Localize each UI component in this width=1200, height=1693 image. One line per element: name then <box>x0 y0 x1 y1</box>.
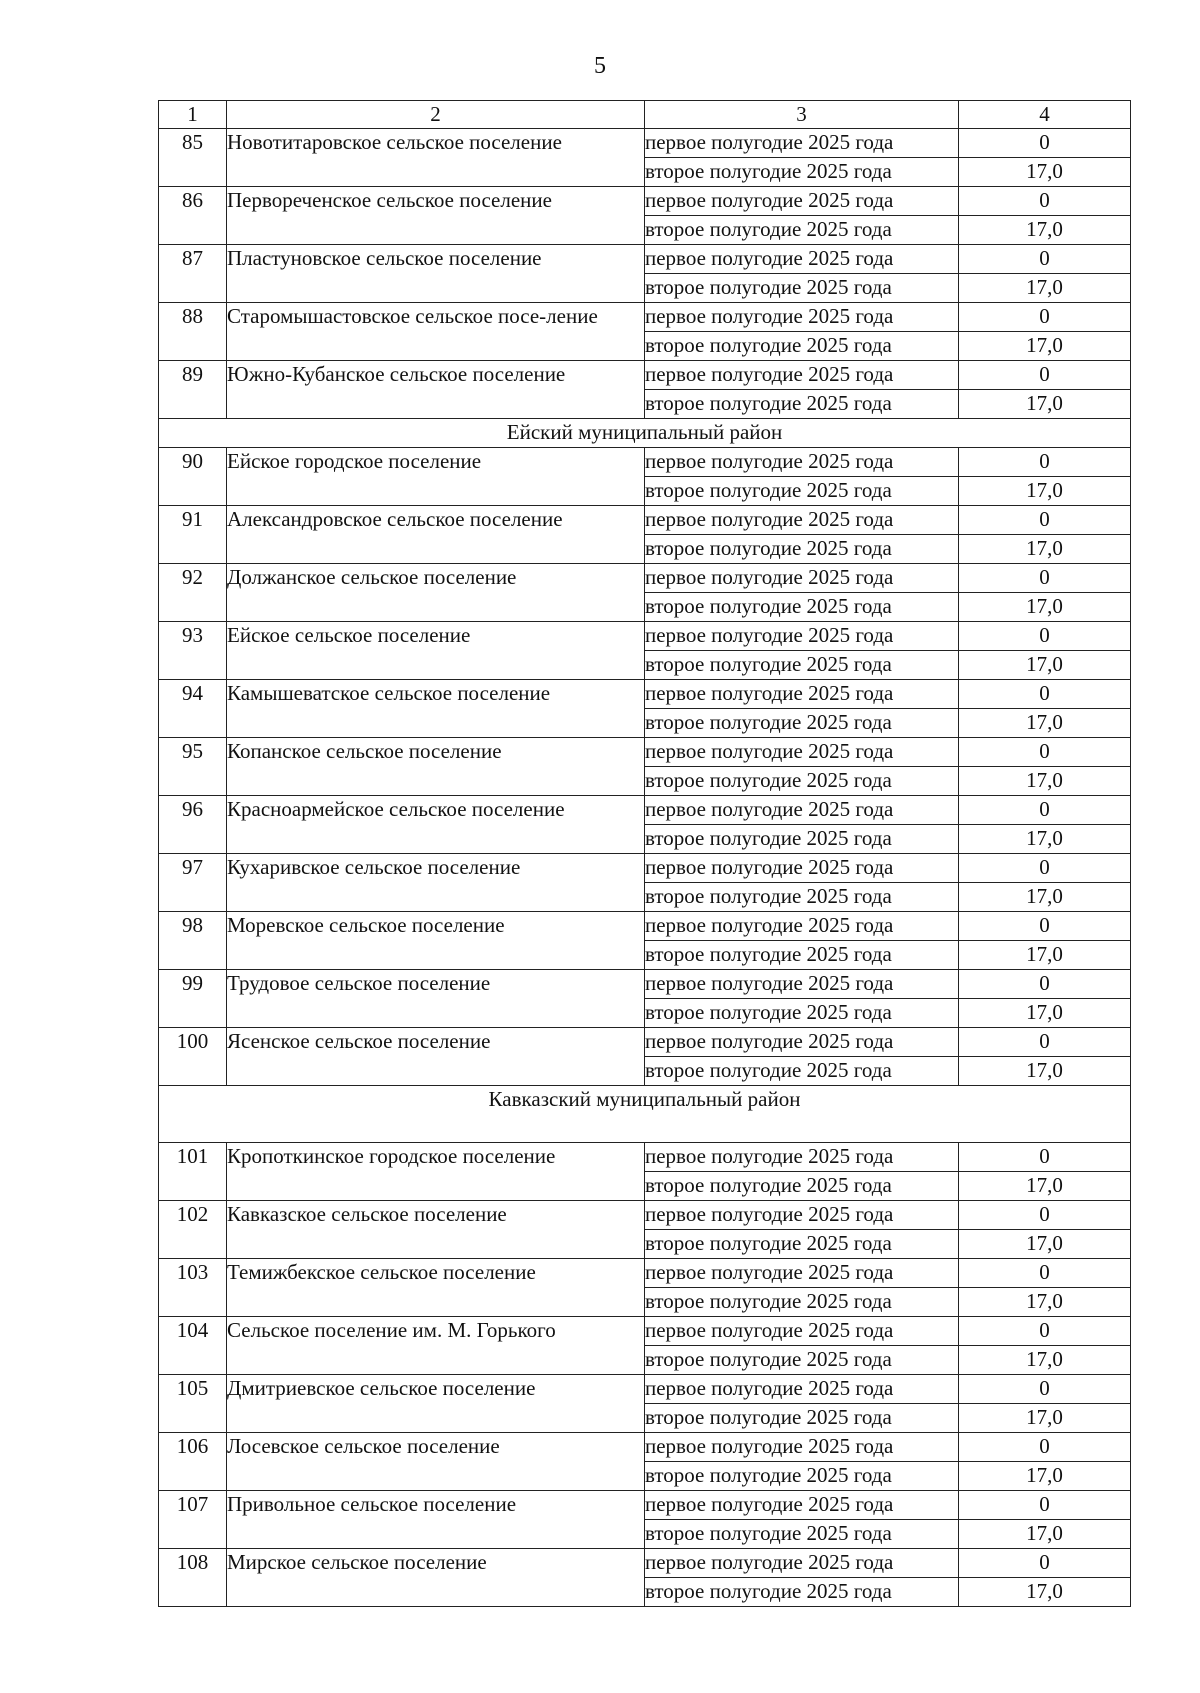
section-title: Кавказский муниципальный район <box>159 1086 1131 1143</box>
period-first-half: первое полугодие 2025 года <box>645 970 959 999</box>
period-second-half: второе полугодие 2025 года <box>645 651 959 680</box>
period-second-half: второе полугодие 2025 года <box>645 709 959 738</box>
period-second-half: второе полугодие 2025 года <box>645 332 959 361</box>
settlement-name: Сельское поселение им. М. Горького <box>227 1317 645 1375</box>
value-first-half: 0 <box>959 303 1131 332</box>
row-number: 92 <box>159 564 227 622</box>
table-row <box>159 738 1131 767</box>
row-number: 106 <box>159 1433 227 1491</box>
settlement-name: Мирское сельское поселение <box>227 1549 645 1607</box>
value-first-half: 0 <box>959 970 1131 999</box>
value-second-half: 17,0 <box>959 883 1131 912</box>
value-second-half: 17,0 <box>959 1346 1131 1375</box>
value-second-half: 17,0 <box>959 1578 1131 1607</box>
period-second-half: второе полугодие 2025 года <box>645 825 959 854</box>
table-row <box>159 361 1131 390</box>
row-number: 95 <box>159 738 227 796</box>
period-second-half: второе полугодие 2025 года <box>645 1288 959 1317</box>
settlement-name: Южно-Кубанское сельское поселение <box>227 361 645 419</box>
period-second-half: второе полугодие 2025 года <box>645 216 959 245</box>
row-number: 88 <box>159 303 227 361</box>
settlement-name: Ясенское сельское поселение <box>227 1028 645 1086</box>
period-first-half: первое полугодие 2025 года <box>645 1317 959 1346</box>
settlement-name: Привольное сельское поселение <box>227 1491 645 1549</box>
value-first-half: 0 <box>959 738 1131 767</box>
row-number: 107 <box>159 1491 227 1549</box>
value-second-half: 17,0 <box>959 941 1131 970</box>
value-second-half: 17,0 <box>959 216 1131 245</box>
period-second-half: второе полугодие 2025 года <box>645 1404 959 1433</box>
settlement-name: Красноармейское сельское поселение <box>227 796 645 854</box>
row-number: 85 <box>159 129 227 187</box>
settlement-name: Трудовое сельское поселение <box>227 970 645 1028</box>
settlement-name: Камышеватское сельское поселение <box>227 680 645 738</box>
table-row <box>159 564 1131 593</box>
period-first-half: первое полугодие 2025 года <box>645 1549 959 1578</box>
value-first-half: 0 <box>959 1201 1131 1230</box>
period-second-half: второе полугодие 2025 года <box>645 1230 959 1259</box>
settlement-name: Александровское сельское поселение <box>227 506 645 564</box>
settlement-name: Новотитаровское сельское поселение <box>227 129 645 187</box>
table-body <box>159 101 1131 1607</box>
value-first-half: 0 <box>959 564 1131 593</box>
section-title: Ейский муниципальный район <box>159 419 1131 448</box>
value-first-half: 0 <box>959 912 1131 941</box>
section-header-row <box>159 1086 1131 1143</box>
value-second-half: 17,0 <box>959 1172 1131 1201</box>
table-row <box>159 1491 1131 1520</box>
value-first-half: 0 <box>959 1259 1131 1288</box>
table-row <box>159 622 1131 651</box>
settlement-name: Моревское сельское поселение <box>227 912 645 970</box>
period-second-half: второе полугодие 2025 года <box>645 477 959 506</box>
period-second-half: второе полугодие 2025 года <box>645 535 959 564</box>
period-first-half: первое полугодие 2025 года <box>645 1491 959 1520</box>
period-first-half: первое полугодие 2025 года <box>645 361 959 390</box>
table-row <box>159 796 1131 825</box>
value-second-half: 17,0 <box>959 158 1131 187</box>
settlement-name: Ейское городское поселение <box>227 448 645 506</box>
period-second-half: второе полугодие 2025 года <box>645 999 959 1028</box>
table-row <box>159 680 1131 709</box>
settlement-name: Копанское сельское поселение <box>227 738 645 796</box>
value-second-half: 17,0 <box>959 477 1131 506</box>
table-row <box>159 506 1131 535</box>
value-first-half: 0 <box>959 1433 1131 1462</box>
value-first-half: 0 <box>959 448 1131 477</box>
period-second-half: второе полугодие 2025 года <box>645 941 959 970</box>
table-row <box>159 303 1131 332</box>
value-second-half: 17,0 <box>959 651 1131 680</box>
period-second-half: второе полугодие 2025 года <box>645 1462 959 1491</box>
value-first-half: 0 <box>959 361 1131 390</box>
period-second-half: второе полугодие 2025 года <box>645 390 959 419</box>
period-second-half: второе полугодие 2025 года <box>645 274 959 303</box>
column-header-1: 1 <box>159 101 227 129</box>
period-first-half: первое полугодие 2025 года <box>645 303 959 332</box>
table-row <box>159 448 1131 477</box>
row-number: 87 <box>159 245 227 303</box>
value-first-half: 0 <box>959 680 1131 709</box>
settlement-name: Пластуновское сельское поселение <box>227 245 645 303</box>
period-first-half: первое полугодие 2025 года <box>645 506 959 535</box>
value-second-half: 17,0 <box>959 593 1131 622</box>
value-second-half: 17,0 <box>959 709 1131 738</box>
period-second-half: второе полугодие 2025 года <box>645 158 959 187</box>
row-number: 94 <box>159 680 227 738</box>
value-first-half: 0 <box>959 129 1131 158</box>
table-row <box>159 187 1131 216</box>
period-first-half: первое полугодие 2025 года <box>645 1375 959 1404</box>
value-first-half: 0 <box>959 506 1131 535</box>
settlements-table <box>158 100 1131 1607</box>
row-number: 90 <box>159 448 227 506</box>
row-number: 104 <box>159 1317 227 1375</box>
settlement-name: Кухаривское сельское поселение <box>227 854 645 912</box>
period-second-half: второе полугодие 2025 года <box>645 1520 959 1549</box>
period-second-half: второе полугодие 2025 года <box>645 1172 959 1201</box>
value-first-half: 0 <box>959 1028 1131 1057</box>
row-number: 102 <box>159 1201 227 1259</box>
settlement-name: Кропоткинское городское поселение <box>227 1143 645 1201</box>
period-second-half: второе полугодие 2025 года <box>645 1578 959 1607</box>
value-second-half: 17,0 <box>959 535 1131 564</box>
value-first-half: 0 <box>959 245 1131 274</box>
settlement-name: Перворечeнское сельское поселение <box>227 187 645 245</box>
table-row <box>159 912 1131 941</box>
value-first-half: 0 <box>959 622 1131 651</box>
value-first-half: 0 <box>959 1375 1131 1404</box>
row-number: 86 <box>159 187 227 245</box>
value-second-half: 17,0 <box>959 999 1131 1028</box>
table-row <box>159 1143 1131 1172</box>
period-second-half: второе полугодие 2025 года <box>645 767 959 796</box>
value-first-half: 0 <box>959 854 1131 883</box>
table-row <box>159 129 1131 158</box>
period-first-half: первое полугодие 2025 года <box>645 448 959 477</box>
row-number: 99 <box>159 970 227 1028</box>
period-first-half: первое полугодие 2025 года <box>645 245 959 274</box>
row-number: 101 <box>159 1143 227 1201</box>
row-number: 100 <box>159 1028 227 1086</box>
table-row <box>159 854 1131 883</box>
period-first-half: первое полугодие 2025 года <box>645 854 959 883</box>
row-number: 98 <box>159 912 227 970</box>
period-second-half: второе полугодие 2025 года <box>645 1057 959 1086</box>
period-first-half: первое полугодие 2025 года <box>645 1201 959 1230</box>
column-header-3: 3 <box>645 101 959 129</box>
value-first-half: 0 <box>959 1143 1131 1172</box>
value-first-half: 0 <box>959 1549 1131 1578</box>
period-first-half: первое полугодие 2025 года <box>645 187 959 216</box>
period-first-half: первое полугодие 2025 года <box>645 912 959 941</box>
settlement-name: Должанское сельское поселение <box>227 564 645 622</box>
table-row <box>159 1375 1131 1404</box>
page-number: 5 <box>594 53 606 79</box>
column-header-4: 4 <box>959 101 1131 129</box>
settlement-name: Лосевское сельское поселение <box>227 1433 645 1491</box>
value-first-half: 0 <box>959 187 1131 216</box>
table-row <box>159 1201 1131 1230</box>
settlement-name: Кавказское сельское поселение <box>227 1201 645 1259</box>
value-second-half: 17,0 <box>959 1230 1131 1259</box>
row-number: 103 <box>159 1259 227 1317</box>
period-second-half: второе полугодие 2025 года <box>645 883 959 912</box>
period-second-half: второе полугодие 2025 года <box>645 1346 959 1375</box>
row-number: 108 <box>159 1549 227 1607</box>
table-row <box>159 970 1131 999</box>
table-row <box>159 1433 1131 1462</box>
row-number: 91 <box>159 506 227 564</box>
value-second-half: 17,0 <box>959 1057 1131 1086</box>
settlement-name: Дмитриевское сельское поселение <box>227 1375 645 1433</box>
row-number: 96 <box>159 796 227 854</box>
value-second-half: 17,0 <box>959 767 1131 796</box>
value-first-half: 0 <box>959 1491 1131 1520</box>
table-header-row <box>159 101 1131 129</box>
period-first-half: первое полугодие 2025 года <box>645 1143 959 1172</box>
value-second-half: 17,0 <box>959 390 1131 419</box>
value-second-half: 17,0 <box>959 1520 1131 1549</box>
period-first-half: первое полугодие 2025 года <box>645 129 959 158</box>
value-second-half: 17,0 <box>959 1404 1131 1433</box>
period-first-half: первое полугодие 2025 года <box>645 796 959 825</box>
period-first-half: первое полугодие 2025 года <box>645 1433 959 1462</box>
settlement-name: Темижбекское сельское поселение <box>227 1259 645 1317</box>
period-first-half: первое полугодие 2025 года <box>645 1028 959 1057</box>
row-number: 105 <box>159 1375 227 1433</box>
value-second-half: 17,0 <box>959 274 1131 303</box>
period-second-half: второе полугодие 2025 года <box>645 593 959 622</box>
table-row <box>159 245 1131 274</box>
section-header-row <box>159 419 1131 448</box>
value-second-half: 17,0 <box>959 1288 1131 1317</box>
value-second-half: 17,0 <box>959 825 1131 854</box>
value-second-half: 17,0 <box>959 1462 1131 1491</box>
table-row <box>159 1549 1131 1578</box>
period-first-half: первое полугодие 2025 года <box>645 1259 959 1288</box>
period-first-half: первое полугодие 2025 года <box>645 738 959 767</box>
value-second-half: 17,0 <box>959 332 1131 361</box>
period-first-half: первое полугодие 2025 года <box>645 564 959 593</box>
row-number: 97 <box>159 854 227 912</box>
column-header-2: 2 <box>227 101 645 129</box>
settlement-name: Ейское сельское поселение <box>227 622 645 680</box>
table-row <box>159 1317 1131 1346</box>
period-first-half: первое полугодие 2025 года <box>645 680 959 709</box>
settlement-name: Старомышастовское сельское посе-ление <box>227 303 645 361</box>
period-first-half: первое полугодие 2025 года <box>645 622 959 651</box>
table-row <box>159 1259 1131 1288</box>
value-first-half: 0 <box>959 796 1131 825</box>
table-row <box>159 1028 1131 1057</box>
row-number: 93 <box>159 622 227 680</box>
value-first-half: 0 <box>959 1317 1131 1346</box>
row-number: 89 <box>159 361 227 419</box>
